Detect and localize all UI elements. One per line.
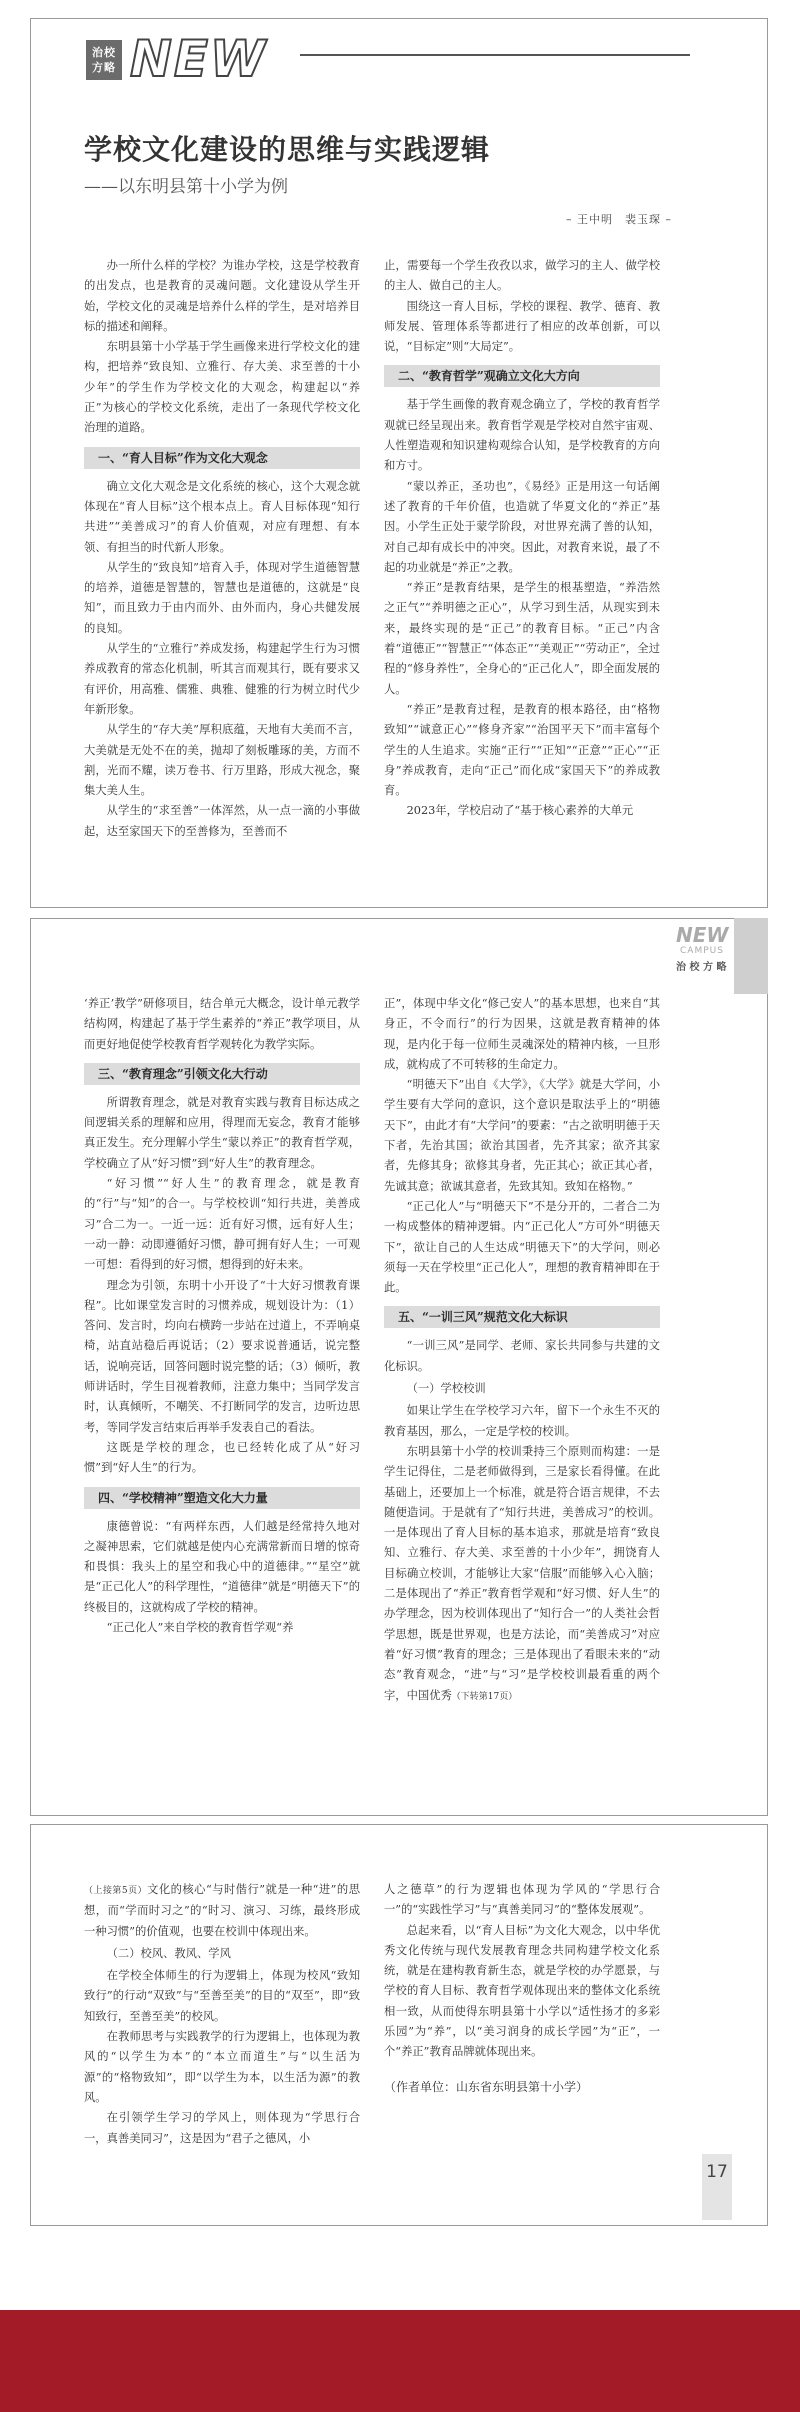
- paragraph: 总起来看，以“育人目标”为文化大观念，以中华优秀文化传统与现代发展教育理念共同构建学校文化系统，就是在建构教育新生态，就是学校的办学愿景，与学校的育人目标、教育哲学观体现出来的整体文化系统相一致，从而使得东明县第十小学以“适性扬才的多彩乐园”为“养”，以“美习润身的成长学园”为“正”，一个“养正”教育品牌就体现出来。: [384, 1923, 660, 2059]
- sub-heading: （二）校风、教风、学风: [106, 1946, 231, 1960]
- paragraph: “养正”是教育过程，是教育的根本路径，由“格物致知”“诚意正心”“修身齐家”“治国平天下”而丰富每个学生的人生追求。实施“正行”“正知”“正意”“正心”“正身”养成教育，走向“正己”而化成“家国天下”的养成教育。: [384, 702, 660, 798]
- sub-heading: （一）学校校训: [406, 1382, 486, 1396]
- paragraph: 在学校全体师生的行为逻辑上，体现为校风“致知致行”的行动“双致”与“至善至美”的目的“双至”，即“致知致行，至善至美”的校风。: [84, 1969, 360, 2023]
- paragraph-text: 文化的核心“与时偕行”就是一种“进”的思想，而“学而时习之”的“时习、演习、习练，最终形成一种习惯”的价值观，也要在校训中体现出来。: [84, 1883, 360, 1938]
- continued-on-note: （下转第17页）: [451, 1691, 518, 1702]
- paragraph: 正”，体现中华文化“修己安人”的基本思想，也来自“其身正，不令而行”的行为因果，这就是教育精神的体现，是内化于每一位师生灵魂深处的精神内核，一旦形成，就构成了不可转移的生命定力。: [384, 997, 660, 1071]
- section-heading: 五、“一训三风”规范文化大标识: [384, 1306, 660, 1328]
- article-subtitle: ——以东明县第十小学为例: [84, 177, 288, 197]
- paragraph: “好习惯”“好人生”的教育理念，就是教育的“行”与“知”的合一。与学校校训“知行共进，美善成习”合二为一。一近一远：近有好习惯，远有好人生；一动一静：动即遵循好习惯，静可拥有好人生；一可观一可想：看得到的好习惯，想得到的好未来。: [84, 1177, 360, 1272]
- paragraph: 止，需要每一个学生孜孜以求，做学习的主人、做学校的主人、做自己的主人。: [384, 259, 660, 293]
- page1-column-left: [84, 256, 360, 842]
- paragraph: 在教师思考与实践教学的行为逻辑上，也体现为教风的“以学生为本”的“本立而道生”与“以生活为源”的“格物致知”，即“以学生为本，以生活为源”的教风。: [84, 2030, 360, 2104]
- paragraph: 这既是学校的理念，也已经转化成了从“好习惯”到“好人生”的行为。: [84, 1440, 360, 1475]
- paragraph: 2023年，学校启动了“基于核心素养的大单元: [406, 804, 634, 818]
- paragraph: “正己化人”与“明德天下”不是分开的，二者合二为一构成整体的精神逻辑。内“正己化人”方可外“明德天下”，欲让自己的人生达成“明德天下”的大学问，则必须每一天在学校里“正己化人”，理想的教育精神即在于此。: [384, 1199, 660, 1295]
- paragraph: “蒙以养正，圣功也”，《易经》正是用这一句话阐述了教育的千年价值，也造就了华夏文化的“养正”基因。小学生正处于蒙学阶段，对世界充满了善的认知，对自己却有成长中的冲突。因此，对教育来说，最了不起的功业就是“养正”之教。: [384, 479, 660, 574]
- paragraph: 从学生的“存大美”厚积底蕴，天地有大美而不言，大美就是无处不在的美，抛却了刻板雕琢的美，方而不割，光而不耀，读万卷书、行万里路，形成大视念，聚集大美人生。: [84, 723, 360, 798]
- page2-column-left: [84, 994, 360, 1638]
- paragraph-text: 东明县第十小学的校训秉持三个原则而构建：一是学生记得住，二是老师做得到，三是家长看得懂。在此基础上，还要加上一个标准，就是符合语言规律，不去随便造词。于是就有了“知行共进，美善成习”的校训。一是体现出了育人目标的基本追求，那就是培育“致良知、立雅行、存大美、求至善的十小少年”，拥饶育人目标确立校训，才能够让大家“信服”而能够入心入脑；二是体现出了“养正”教育哲学观和“好习惯、好人生”的办学理念，因为校训体现出了“知行合一”的人类社会哲学思想，既是世界观，也是方法论，而“美善成习”对应着“好习惯”教育的理念；三是体现出了看眼未来的“动态”教育观念，“进”与“习”是学校校训最看重的两个字，中国优秀: [384, 1444, 660, 1702]
- paragraph: 基于学生画像的教育观念确立了，学校的教育哲学观就已经呈现出来。教育哲学观是学校对自然宇宙观、人性塑造观和知识建构观综合认知，是学校教育的方向和方寸。: [384, 398, 660, 473]
- paragraph: “一训三风”是同学、老师、家长共同参与共建的文化标识。: [384, 1339, 660, 1373]
- continued-from-note: （上接第5页）: [84, 1886, 148, 1896]
- paragraph: 从学生的“致良知”培育入手，体现对学生道德智慧的培养，道德是智慧的，智慧也是道德的，这就是“良知”，而且致力于由内而外、由外而内，身心共健发展的良知。: [84, 560, 360, 635]
- footer-band: [0, 2310, 800, 2412]
- section-heading: 四、“学校精神”塑造文化大力量: [84, 1487, 360, 1509]
- paragraph: 如果让学生在学校学习六年，留下一个永生不灭的教育基因，那么，一定是学校的校训。: [384, 1404, 660, 1438]
- corner-block: [734, 918, 768, 994]
- author-affiliation: （作者单位：山东省东明县第十小学）: [384, 2079, 589, 2094]
- page1-column-right: [384, 256, 660, 822]
- section-tag: 治校 方略: [86, 40, 122, 80]
- section-heading: 二、“教育哲学”观确立文化大方向: [384, 365, 660, 387]
- section-heading: 一、“育人目标”作为文化大观念: [84, 447, 360, 469]
- campus-label: CAMPUS: [680, 946, 724, 956]
- header-rule: [300, 54, 690, 56]
- article-authors: – 王中明 裴玉琛 –: [566, 213, 672, 226]
- paragraph: 确立文化大观念是文化系统的核心，这个大观念就体现在“育人目标”这个根本点上。育人目标体现“知行共进”“美善成习”的育人价值观，对应有理想、有本领、有担当的时代新人形象。: [84, 479, 360, 554]
- article-title: 学校文化建设的思维与实践逻辑: [84, 133, 491, 166]
- paragraph: “正己化人”来自学校的教育哲学观“养: [106, 1621, 294, 1635]
- paragraph: [384, 1442, 660, 1707]
- new-logo: NEW: [130, 30, 268, 88]
- section-heading: 三、“教育理念”引领文化大行动: [84, 1063, 360, 1085]
- section-label: 治 校 方 略: [676, 962, 727, 973]
- paragraph: 人之德草”的行为逻辑也体现为学风的“学思行合一”的“实践性学习”与“真善美同习”的“整体发展观”。: [384, 1883, 660, 1917]
- paragraph: [84, 1880, 360, 1942]
- paragraph: 康德曾说：“有两样东西，人们越是经常持久地对之凝神思索，它们就越是使内心充满常新而日增的惊奇和畏惧：我头上的星空和我心中的道德律。”“星空”就是“正己化人”的科学理性，“道德律”就是“明德天下”的终极目的，这就构成了学校的精神。: [84, 1519, 360, 1614]
- paragraph: 所谓教育理念，就是对教育实践与教育目标达成之间逻辑关系的理解和应用，得理而无妄念，教育才能够真正发生。充分理解小学生“蒙以养正”的教育哲学观，学校确立了从“好习惯”到“好人生”的教育理念。: [84, 1095, 360, 1170]
- paragraph: 围绕这一育人目标，学校的课程、教学、德育、教师发展、管理体系等都进行了相应的改革创新，可以说，“目标定”则“大局定”。: [384, 299, 660, 354]
- paragraph: “养正”是教育结果，是学生的根基塑造，“养浩然之正气”“养明德之正心”，从学习到生活，从现实到未来，最终实现的是“正己”的教育目标。“正己”内含着“道德正”“智慧正”“体态正”“美观正”“劳动正”，全过程的“修身养性”，全身心的“正己化人”，即全面发展的人。: [384, 581, 660, 696]
- page3-column-right: [384, 1880, 660, 2097]
- paragraph: 理念为引领，东明十小开设了“十大好习惯教育课程”。比如课堂发言时的习惯养成，规划设计为：（1）答问、发言时，均向右横跨一步站在过道上，不弄响桌椅，站直站稳后再说话；（2）要求说普通话，说完整话，说响亮话，回答问题时说完整的话；（3）倾听，教师讲话时，学生目视着教师，注意力集中；当同学发言时，认真倾听，不嘲笑、不打断同学的发言，边听边思考，等同学发言结束后再举手发表自己的看法。: [84, 1278, 360, 1434]
- paragraph: 在引领学生学习的学风上，则体现为“学思行合一，真善美同习”，这是因为“君子之德风，小: [84, 2111, 360, 2145]
- new-logo-small: NEW: [676, 923, 729, 947]
- page3-column-left: [84, 1880, 360, 2149]
- paragraph: ‘养正’教学”研修项目，结合单元大概念，设计单元教学结构网，构建起了基于学生素养的“养正”教学项目，从而更好地促使学校教育哲学观转化为教学实际。: [84, 997, 360, 1051]
- paragraph: 从学生的“求至善”一体浑然，从一点一滴的小事做起，达至家国天下的至善修为，至善而不: [84, 804, 360, 838]
- page-number: 17: [702, 2154, 732, 2220]
- page2-column-right: [384, 994, 660, 1707]
- paragraph: 东明县第十小学基于学生画像来进行学校文化的建构，把培养“致良知、立雅行、存大美、求至善的十小少年”的学生作为学校文化的大观念，构建起以“养正”为核心的学校文化系统，走出了一条现代学校文化治理的道路。: [84, 340, 360, 435]
- paragraph: “明德天下”出自《大学》，《大学》就是大学问，小学生要有大学问的意识，这个意识是取法乎上的“明德天下”，由此才有“大学问”的要素：“古之欲明明德于天下者，先治其国；欲治其国者，先齐其家；欲齐其家者，先修其身；欲修其身者，先正其心；欲正其心者，先诚其意；欲诚其意者，先致其知。致知在格物。”: [384, 1078, 660, 1193]
- paragraph: 从学生的“立雅行”养成发扬，构建起学生行为习惯养成教育的常态化机制，听其言而观其行，既有要求又有评价，用高雅、儒雅、典雅、健雅的行为树立时代少年新形象。: [84, 642, 360, 716]
- paragraph: 办一所什么样的学校？为谁办学校，这是学校教育的出发点，也是教育的灵魂问题。文化建设从学生开始，学校文化的灵魂是培养什么样的学生，是对培养目标的描述和阐释。: [84, 259, 360, 333]
